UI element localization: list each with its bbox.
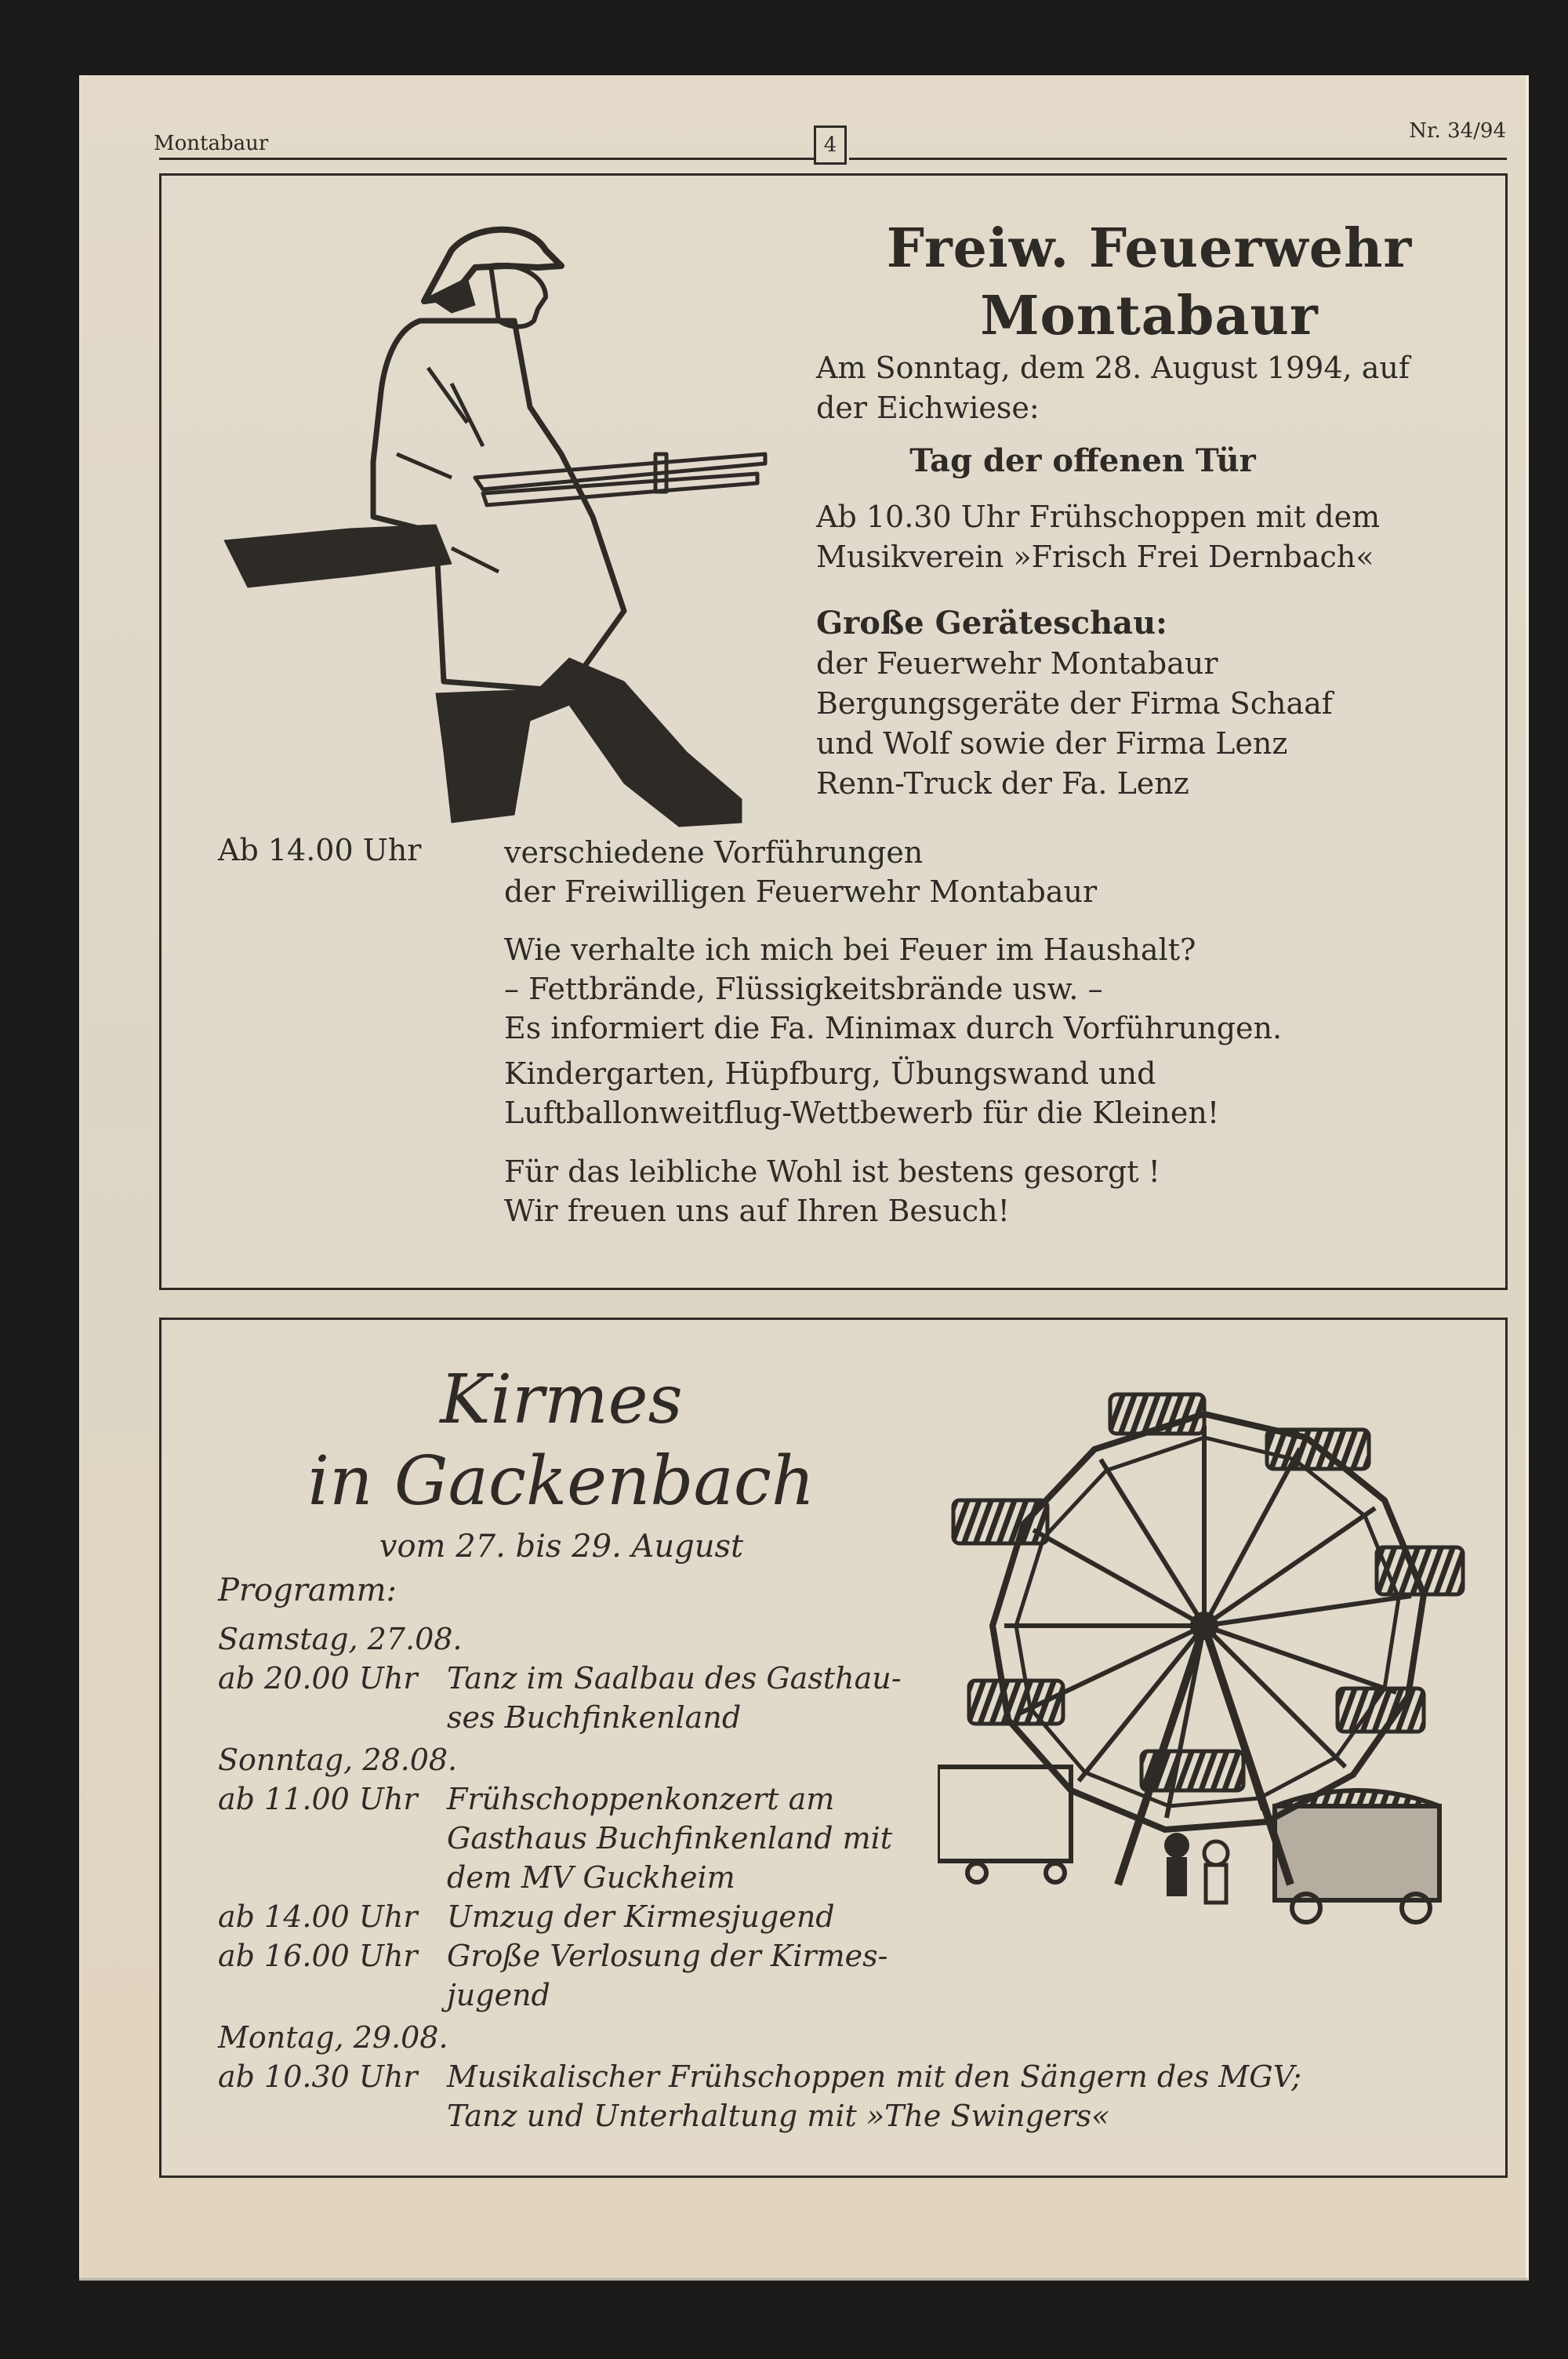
program-label: Programm: [218, 1572, 397, 1608]
ferris-wheel-illustration-icon [938, 1383, 1471, 1932]
hose-shape [224, 525, 452, 587]
event-line: Tanz und Unterhaltung mit »The Swingers« [447, 2099, 1110, 2133]
header-rule-left [159, 158, 814, 160]
kirmes-title-line-2: in Gackenbach [307, 1442, 815, 1521]
program-event [218, 1936, 1472, 2015]
program-event [218, 2057, 1472, 2135]
kids-text [504, 1054, 1484, 1132]
event-time: ab 14.00 Uhr [218, 1899, 418, 1934]
event-time: ab 11.00 Uhr [218, 1782, 418, 1816]
event-line: Gasthaus Buchfinkenland mit [447, 1821, 893, 1856]
event-time: ab 16.00 Uhr [218, 1939, 418, 1973]
safety-text [504, 930, 1484, 1048]
intro-line: der Eichwiese: [816, 391, 1040, 425]
equipment-line: Bergungsgeräte der Firma Schaaf [816, 686, 1333, 721]
gondola [1110, 1394, 1204, 1434]
event-time: ab 10.30 Uhr [218, 2059, 418, 2094]
safety-line: – Fettbrände, Flüssigkeitsbrände usw. – [504, 972, 1103, 1006]
morning-line: Musikverein »Frisch Frei Dernbach« [816, 540, 1374, 574]
title-line-1: Freiw. Feuerwehr [886, 217, 1413, 280]
equipment-line: und Wolf sowie der Firma Lenz [816, 726, 1288, 761]
event-line: Große Verlosung der Kirmes- [447, 1939, 888, 1973]
closing-text [504, 1152, 1484, 1230]
gondola [969, 1681, 1063, 1724]
morning-line: Ab 10.30 Uhr Frühschoppen mit dem [816, 500, 1381, 534]
kirmes-announcement [159, 1318, 1508, 2178]
firefighter-illustration-icon [216, 219, 812, 838]
feuerwehr-title [804, 215, 1494, 350]
kids-line: Kindergarten, Hüpfburg, Übungswand und [504, 1056, 1156, 1091]
morning-program [816, 497, 1490, 577]
equipment-show-heading: Große Geräteschau: [816, 605, 1167, 642]
event-description [447, 1936, 1472, 2015]
event-description [447, 2057, 1472, 2135]
event-intro [816, 348, 1490, 428]
safety-line: Es informiert die Fa. Minimax durch Vorführungen. [504, 1011, 1283, 1045]
day-heading: Samstag, 27.08. [218, 1622, 463, 1656]
kirmes-title-line-1: Kirmes [440, 1361, 683, 1439]
feuerwehr-announcement [159, 173, 1508, 1290]
publication-name: Montabaur [154, 132, 269, 155]
kids-line: Luftballonweitflug-Wettbewerb für die Kleinen! [504, 1096, 1220, 1130]
issue-number: Nr. 34/94 [1409, 119, 1506, 143]
kirmes-dates: vom 27. bis 29. August [379, 1528, 744, 1565]
event-line: Frühschoppenkonzert am [447, 1782, 835, 1816]
event-time: ab 20.00 Uhr [218, 1661, 418, 1696]
event-line: ses Buchfinkenland [447, 1700, 742, 1735]
closing-line: Wir freuen uns auf Ihren Besuch! [504, 1194, 1010, 1228]
page-number-text: 4 [823, 133, 837, 157]
event-line: Tanz im Saalbau des Gasthau- [447, 1661, 902, 1696]
closing-line: Für das leibliche Wohl ist bestens gesorgt ! [504, 1154, 1160, 1189]
gondola [1338, 1688, 1424, 1732]
gondola [953, 1500, 1047, 1543]
demo-line: der Freiwilligen Feuerwehr Montabaur [504, 874, 1098, 909]
demo-line: verschiedene Vorführungen [504, 835, 924, 870]
event-line: Musikalischer Frühschoppen mit den Sängern des MGV; [447, 2059, 1301, 2094]
intro-line: Am Sonntag, dem 28. August 1994, auf [816, 351, 1410, 385]
equipment-show-list [816, 644, 1490, 804]
booth [938, 1767, 1071, 1861]
gondola [1267, 1430, 1369, 1469]
safety-line: Wie verhalte ich mich bei Feuer im Haushalt? [504, 932, 1196, 967]
day-heading: Montag, 29.08. [218, 2020, 448, 2055]
event-line: Umzug der Kirmesjugend [447, 1899, 835, 1934]
title-line-2: Montabaur [980, 285, 1319, 347]
afternoon-time: Ab 14.00 Uhr [218, 833, 422, 867]
kirmes-title [209, 1359, 914, 1522]
equipment-line: Renn-Truck der Fa. Lenz [816, 766, 1189, 801]
demo-text [504, 833, 1484, 911]
day-heading: Sonntag, 28.08. [218, 1743, 458, 1777]
booth-wagon [1275, 1806, 1439, 1900]
page-number [814, 125, 847, 165]
event-line: dem MV Guckheim [447, 1860, 735, 1895]
header-rule-right [849, 158, 1507, 160]
gondola [1142, 1751, 1243, 1790]
gondola [1377, 1547, 1463, 1594]
event-line: jugend [447, 1978, 550, 2012]
equipment-line: der Feuerwehr Montabaur [816, 646, 1218, 681]
event-tagline: Tag der offenen Tür [909, 442, 1256, 479]
